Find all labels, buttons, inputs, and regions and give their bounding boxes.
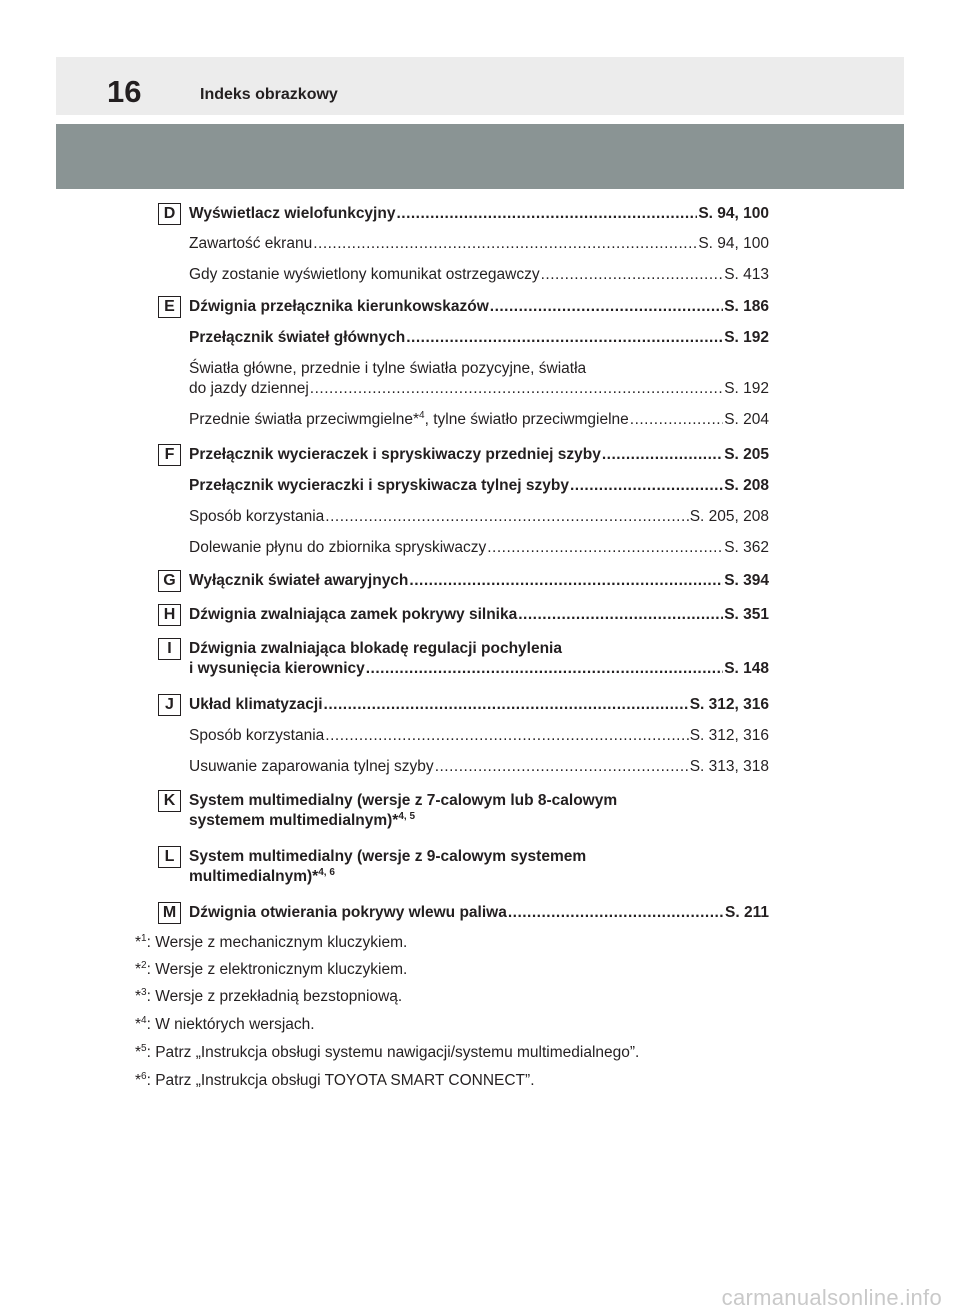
entry-label: Przełącznik świateł głównych [189, 329, 406, 346]
page-ref: S. 148 [724, 660, 769, 677]
entry-label: Układ klimatyzacji [189, 696, 323, 713]
letter-marker: M [158, 902, 181, 924]
entry-label: do jazdy dziennej [189, 380, 309, 397]
dot-leader [396, 204, 697, 224]
dot-leader [406, 328, 723, 348]
dot-leader [310, 379, 723, 399]
page-ref: S. 413 [724, 266, 769, 283]
index-entry [189, 571, 769, 591]
index-entry [189, 445, 769, 465]
entry-label-line1: Dźwignia zwalniająca blokadę regulacji pochylenia [189, 640, 562, 657]
dot-leader [435, 757, 689, 777]
index-entry [189, 847, 769, 887]
letter-marker: L [158, 846, 181, 868]
footnote: *$^1$: Wersje z mechanicznym kluczykiem. [135, 932, 408, 951]
entry-label: Sposób korzystania [189, 508, 325, 525]
dot-leader [630, 410, 723, 430]
page-ref: S. 94, 100 [698, 235, 769, 252]
index-entry [189, 234, 769, 254]
entry-label: i wysunięcia kierownicy [189, 660, 365, 677]
letter-marker: G [158, 570, 181, 592]
page-ref: S. 312, 316 [689, 727, 769, 744]
letter-marker: F [158, 444, 181, 466]
letter-marker: K [158, 790, 181, 812]
index-entry [189, 791, 769, 831]
index-entry [189, 410, 769, 430]
page-ref: S. 204 [724, 411, 769, 428]
dot-leader [541, 265, 724, 285]
entry-label-line1: Światła główne, przednie i tylne światła pozycyjne, światła [189, 360, 587, 377]
header-bar [56, 57, 904, 115]
index-entry [189, 265, 769, 285]
letter-marker: J [158, 694, 181, 716]
footnote: *$^2$: Wersje z elektronicznym kluczykiem. [135, 959, 408, 978]
footnote: *$^3$: Wersje z przekładnią bezstopniową. [135, 986, 403, 1005]
index-entry [189, 605, 769, 625]
entry-label: Przednie światła przeciwmgielne*$^4$, tylne światło przeciwmgielne [189, 409, 629, 428]
entry-label: Gdy zostanie wyświetlony komunikat ostrzegawczy [189, 266, 540, 283]
index-entry [189, 297, 769, 317]
page-ref: S. 211 [725, 904, 769, 921]
page-ref: S. 94, 100 [698, 205, 769, 222]
dot-leader [518, 605, 723, 625]
footnote: *$^4$: W niektórych wersjach. [135, 1014, 315, 1033]
dot-leader [325, 726, 688, 746]
entry-label: Dźwignia zwalniająca zamek pokrywy silnika [189, 606, 518, 623]
dot-leader [487, 538, 723, 558]
index-entry [189, 476, 769, 496]
index-entry [189, 328, 769, 348]
index-entry [189, 903, 769, 923]
footnote: *$^6$: Patrz „Instrukcja obsługi TOYOTA SMART CONNECT”. [135, 1070, 535, 1089]
entry-label-line2: systemem multimedialnym)*$^{4, 5}$ [189, 810, 416, 829]
index-entry [189, 359, 769, 399]
dot-leader [409, 571, 723, 591]
entry-label-line1: System multimedialny (wersje z 7-calowym lub 8-calowym [189, 792, 618, 809]
page-ref: S. 313, 318 [689, 758, 769, 775]
entry-label-line2: multimedialnym)*$^{4, 6}$ [189, 866, 335, 885]
entry-label: Dźwignia przełącznika kierunkowskazów [189, 298, 489, 315]
index-entry [189, 204, 769, 224]
page-ref: S. 312, 316 [689, 696, 769, 713]
entry-label: Usuwanie zaparowania tylnej szyby [189, 758, 434, 775]
index-entry [189, 726, 769, 746]
entry-label: Zawartość ekranu [189, 235, 313, 252]
dot-leader [602, 445, 723, 465]
page-ref: S. 208 [724, 477, 769, 494]
entry-label-line1: System multimedialny (wersje z 9-calowym systemem [189, 848, 587, 865]
entry-label: Wyłącznik świateł awaryjnych [189, 572, 409, 589]
index-entry [189, 639, 769, 679]
entry-label: Przełącznik wycieraczki i spryskiwacza tylnej szyby [189, 477, 569, 494]
letter-marker: D [158, 203, 181, 225]
dot-leader [325, 507, 688, 527]
illustration-band [56, 124, 904, 189]
dot-leader [508, 903, 724, 923]
page-ref: S. 205, 208 [689, 508, 769, 525]
section-title: Indeks obrazkowy [200, 86, 338, 103]
dot-leader [366, 659, 723, 679]
footnote: *$^5$: Patrz „Instrukcja obsługi systemu nawigacji/systemu multimedialnego”. [135, 1042, 640, 1061]
dot-leader [490, 297, 723, 317]
page-ref: S. 186 [724, 298, 769, 315]
page-number: 16 [107, 74, 142, 109]
dot-leader [313, 234, 697, 254]
letter-marker: H [158, 604, 181, 626]
page-ref: S. 192 [724, 380, 769, 397]
entry-label: Sposób korzystania [189, 727, 325, 744]
index-entry [189, 695, 769, 715]
letter-marker: E [158, 296, 181, 318]
index-entry [189, 757, 769, 777]
letter-marker: I [158, 638, 181, 660]
page-ref: S. 394 [724, 572, 769, 589]
index-entry [189, 538, 769, 558]
dot-leader [324, 695, 689, 715]
entry-label: Dźwignia otwierania pokrywy wlewu paliwa [189, 904, 507, 921]
entry-label: Dolewanie płynu do zbiornika spryskiwaczy [189, 539, 487, 556]
entry-label: Przełącznik wycieraczek i spryskiwaczy przedniej szyby [189, 446, 601, 463]
dot-leader [570, 476, 723, 496]
watermark: carmanualsonline.info [721, 1285, 942, 1310]
entry-label: Wyświetlacz wielofunkcyjny [189, 205, 396, 222]
page-ref: S. 192 [724, 329, 769, 346]
page-ref: S. 205 [724, 446, 769, 463]
page-ref: S. 351 [724, 606, 769, 623]
page-ref: S. 362 [724, 539, 769, 556]
index-entry [189, 507, 769, 527]
